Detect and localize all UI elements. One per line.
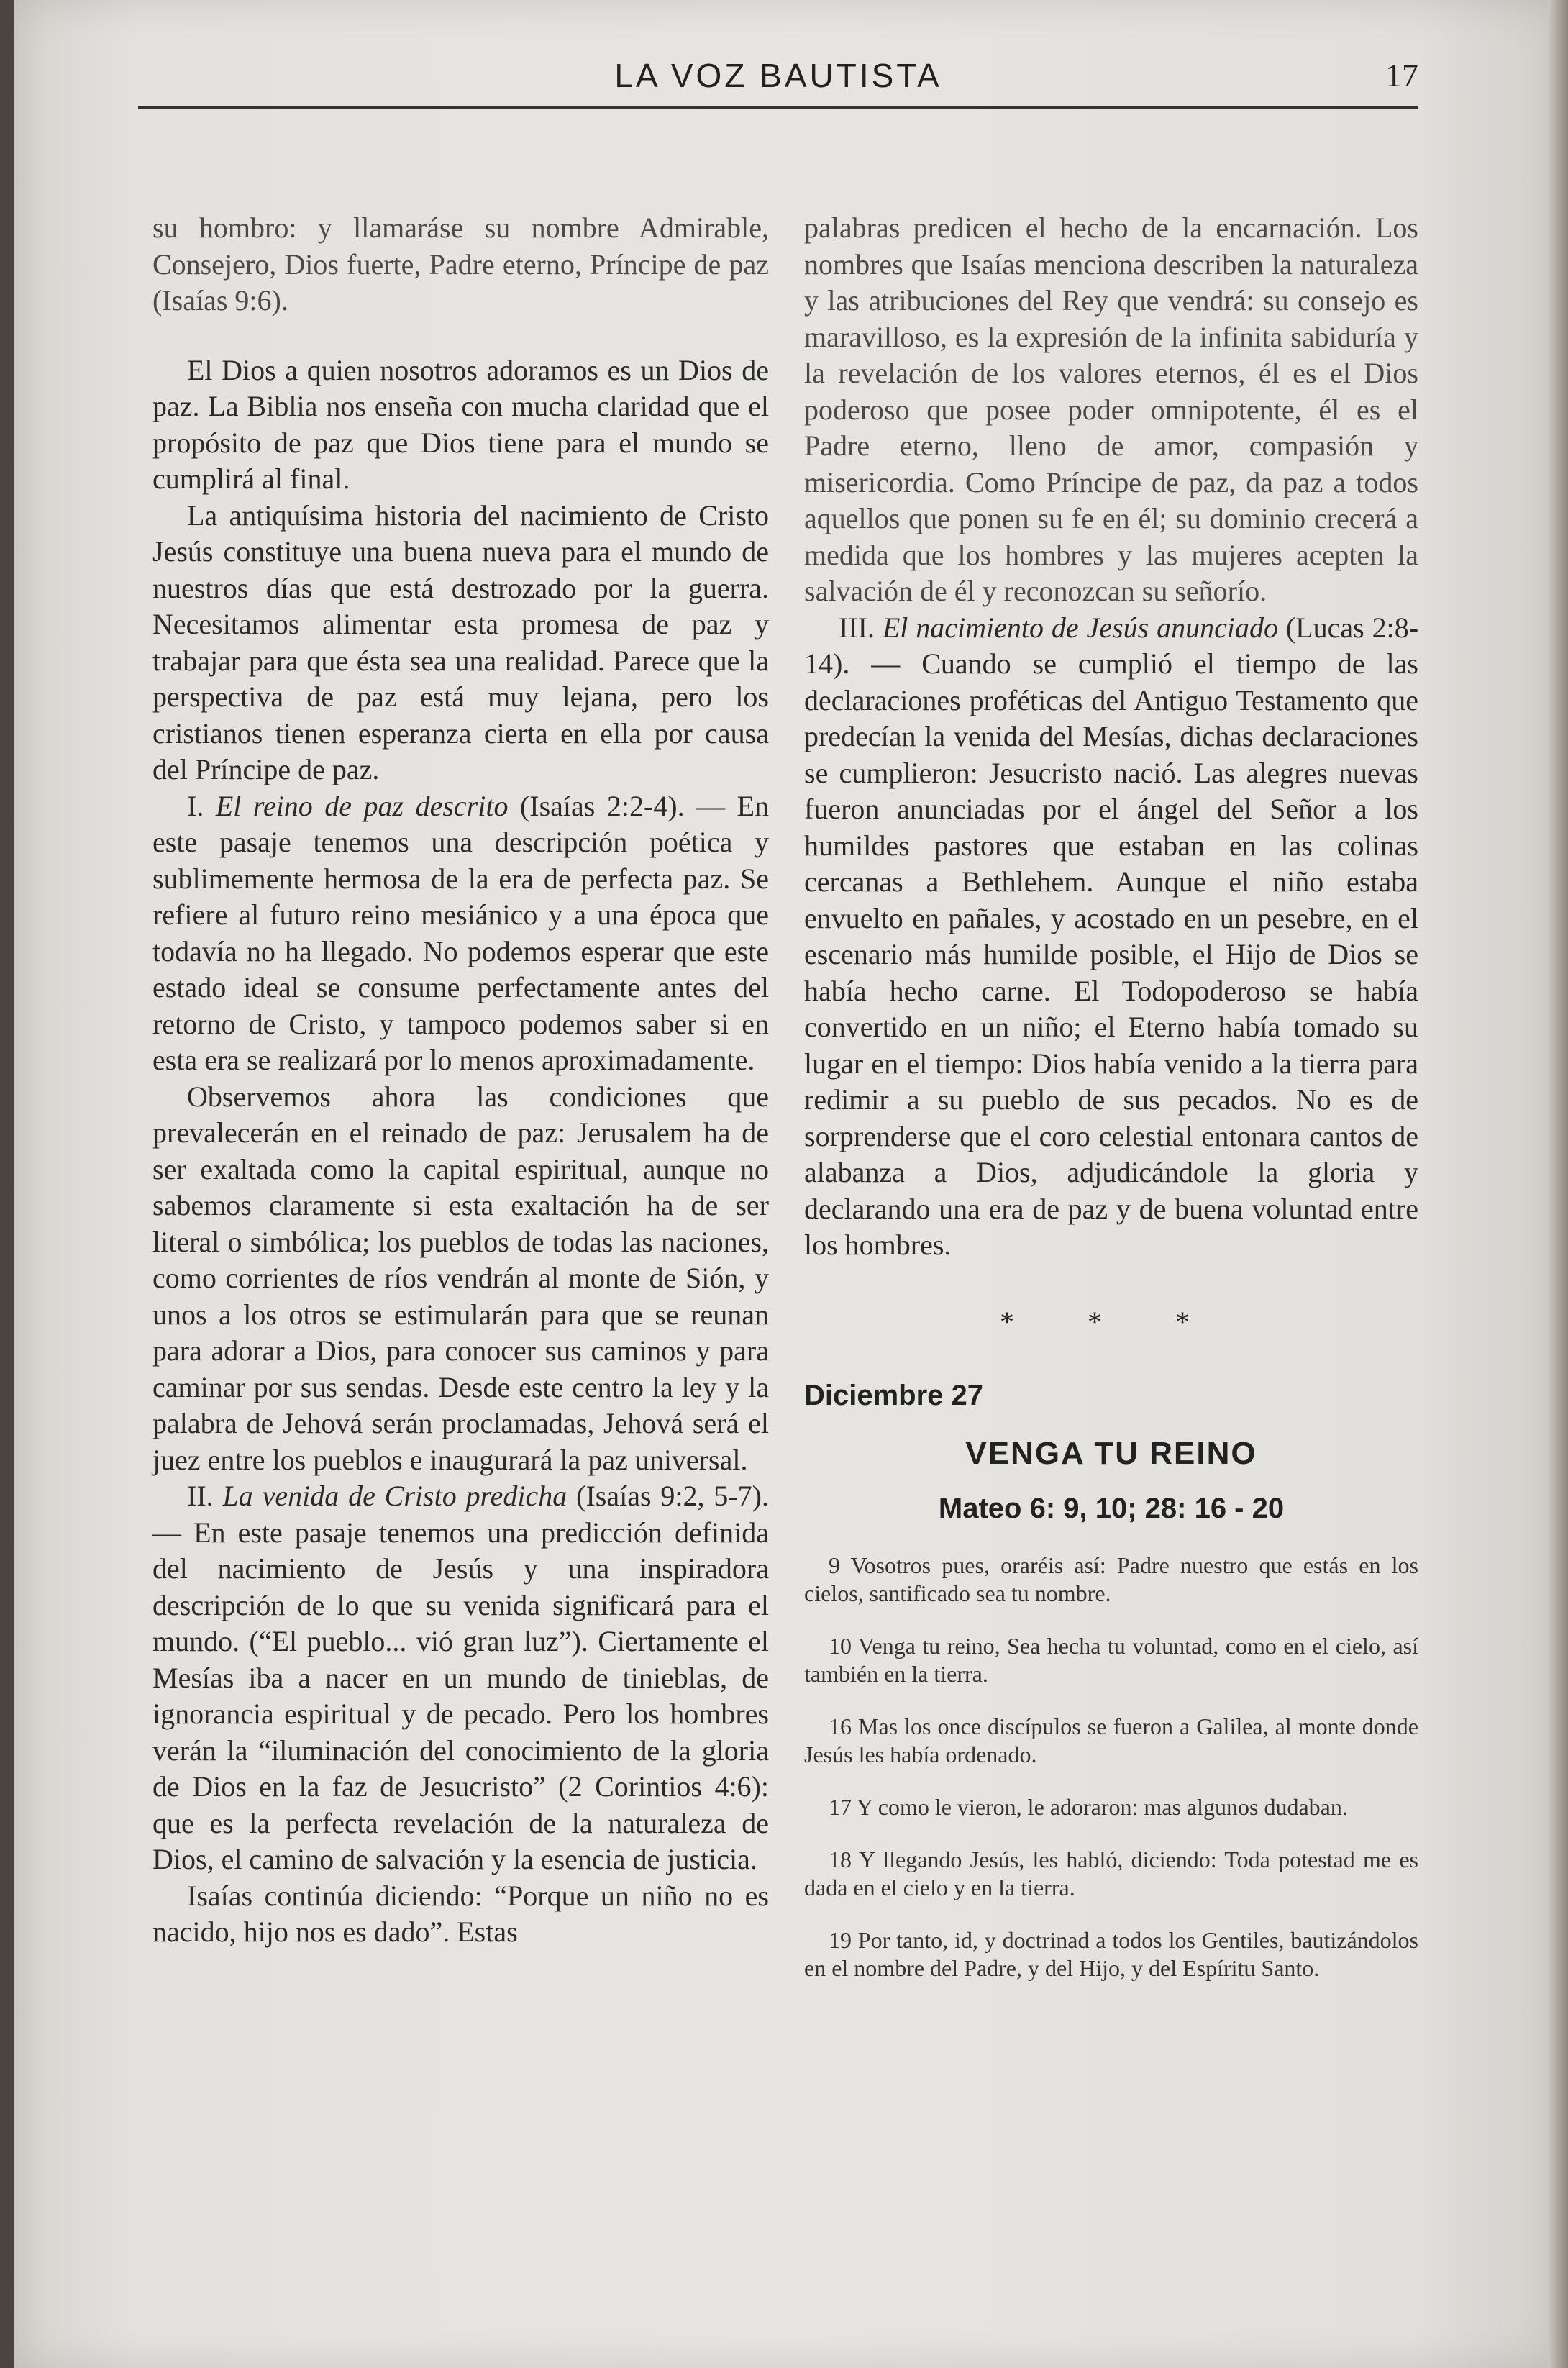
section-one xyxy=(152,788,769,1079)
verse: 18 Y llegando Jesús, les habló, diciendo: Toda potestad me es dada en el cielo y en la tierra. xyxy=(804,1846,1418,1900)
page-header xyxy=(138,56,1418,106)
lesson-title: VENGA TU REINO xyxy=(965,1435,1257,1471)
page-edge xyxy=(1548,0,1568,2368)
lesson-reference: Mateo 6: 9, 10; 28: 16 - 20 xyxy=(938,1493,1285,1524)
paragraph: Observemos ahora las condiciones que prevalecerán en el reinado de paz: Jerusalem ha de ser exaltada como la capital espiritual, aunque no sabemos claramente si esta exaltación ha de ser literal o simbólica; los pueblos de todas las naciones, como corrientes de ríos vendrán al monte de Sión, y unos a los otros se estimularán para que se reunan para adorar a Dios, para conocer sus caminos y para caminar por sus sendas. Desde este centro la ley y la palabra de Jehová serán proclamadas, Jehová será el juez entre los pueblos e inaugurará la paz universal. xyxy=(152,1080,769,1476)
verse: 10 Venga tu reino, Sea hecha tu voluntad, como en el cielo, así también en la tierra. xyxy=(804,1632,1418,1687)
page-number: 17 xyxy=(1385,57,1418,94)
left-column xyxy=(152,210,769,1951)
running-title: LA VOZ BAUTISTA xyxy=(614,57,942,94)
paragraph: su hombro: y llamaráse su nombre Admirable, Consejero, Dios fuerte, Padre eterno, Príncipe de paz (Isaías 9:6). xyxy=(152,211,769,317)
paragraph: El Dios a quien nosotros adoramos es un Dios de paz. La Biblia nos enseña con mucha claridad que el propósito de paz que Dios tiene para el mundo se cumplirá al final. xyxy=(152,353,769,495)
section-numeral: III. xyxy=(839,611,875,644)
header-rule xyxy=(138,106,1418,109)
lesson-date: Diciembre 27 xyxy=(804,1380,984,1411)
section-body: (Lucas 2:8-14). — Cuando se cumplió el tiempo de las declaraciones proféticas del Antiguo Testamento que predecían la venida del Mesías, dichas declaraciones se cumplieron: Jesucristo nació. Las alegres nuevas fueron anunciadas por el ángel del Señor a los humildes pastores que estaban en las colinas cercanas a Bethlehem. Aunque el niño estaba envuelto en pañales, y acostado en un pesebre, en el escenario más humilde posible, el Hijo de Dios se había hecho carne. El Todopoderoso se había convertido en un niño; el Eterno había tomado su lugar en el tiempo: Dios había venido a la tierra para redimir a su pueblo de sus pecados. No es de sorprenderse que el coro celestial entonara cantos de alabanza a Dios, adjudicándole la gloria y declarando una era de paz y de buena voluntad entre los hombres. xyxy=(804,611,1419,1261)
section-numeral: II. xyxy=(187,1480,214,1512)
section-body: (Isaías 2:2-4). — En este pasaje tenemos una descripción poética y sublimemente hermosa de la era de perfecta paz. Se refiere al futuro reino mesiánico y a una época que todavía no ha llegado. No podemos esperar que este estado ideal se consume perfectamente antes del retorno de Cristo, y tampoco podemos saber si en esta era se realizará por lo menos aproximadamente. xyxy=(152,789,770,1076)
section-separator: * * * xyxy=(1000,1305,1223,1338)
scripture-verses xyxy=(804,1552,1418,1982)
right-column xyxy=(804,210,1418,2007)
paragraph: palabras predicen el hecho de la encarnación. Los nombres que Isaías menciona describen la naturaleza y las atribuciones del Rey que vendrá: su consejo es maravilloso, es la expresión de la infinita sabiduría y la revelación de los valores eternos, él es el Dios poderoso que posee poder omnipotente, él es el Padre eterno, lleno de amor, compasión y misericordia. Como Príncipe de paz, da paz a todos aquellos que ponen su fe en él; su dominio crecerá a medida que los hombres y las mujeres acepten la salvación de él y reconozcan su señorío. xyxy=(804,211,1418,607)
magazine-page xyxy=(14,0,1568,2368)
paragraph: Isaías continúa diciendo: “Porque un niño no es nacido, hijo nos es dado”. Estas xyxy=(152,1879,769,1948)
section-title: El nacimiento de Jesús anunciado xyxy=(882,611,1278,644)
section-body: (Isaías 9:2, 5-7). — En este pasaje tenemos una predicción definida del nacimiento de Jesús y una inspiradora descripción de lo que su venida significará para el mundo. (“El pueblo... vió gran luz”). Ciertamente el Mesías iba a nacer en un mundo de tinieblas, de ignorancia espiritual y de pecado. Pero los hombres verán la “iluminación del conocimiento de la gloria de Dios en la faz de Jesucristo” (2 Corintios 4:6): que es la perfecta revelación de la naturaleza de Dios, el camino de salvación y la esencia de justicia. xyxy=(152,1480,769,1875)
section-numeral: I. xyxy=(187,789,204,822)
verse: 16 Mas los once discípulos se fueron a Galilea, al monte donde Jesús les había ordenado. xyxy=(804,1713,1418,1767)
section-title: El reino de paz descrito xyxy=(215,789,509,822)
section-two xyxy=(152,1478,769,1878)
paragraph: La antiquísima historia del nacimiento de Cristo Jesús constituye una buena nueva para el mundo de nuestros días que está destrozado por la guerra. Necesitamos alimentar esta promesa de paz y trabajar para que ésta sea una realidad. Parece que la perspectiva de paz está muy lejana, pero los cristianos tienen esperanza cierta en ella por causa del Príncipe de paz. xyxy=(152,498,769,785)
verse: 17 Y como le vieron, le adoraron: mas algunos dudaban. xyxy=(829,1793,1348,1820)
section-title: La venida de Cristo predicha xyxy=(222,1480,568,1512)
section-three xyxy=(804,610,1418,1264)
verse: 9 Vosotros pues, oraréis así: Padre nuestro que estás en los cielos, santificado sea tu nombre. xyxy=(804,1552,1418,1606)
verse: 19 Por tanto, id, y doctrinad a todos los Gentiles, bautizándolos en el nombre del Padre, y del Hijo, y del Espíritu Santo. xyxy=(804,1926,1418,1981)
